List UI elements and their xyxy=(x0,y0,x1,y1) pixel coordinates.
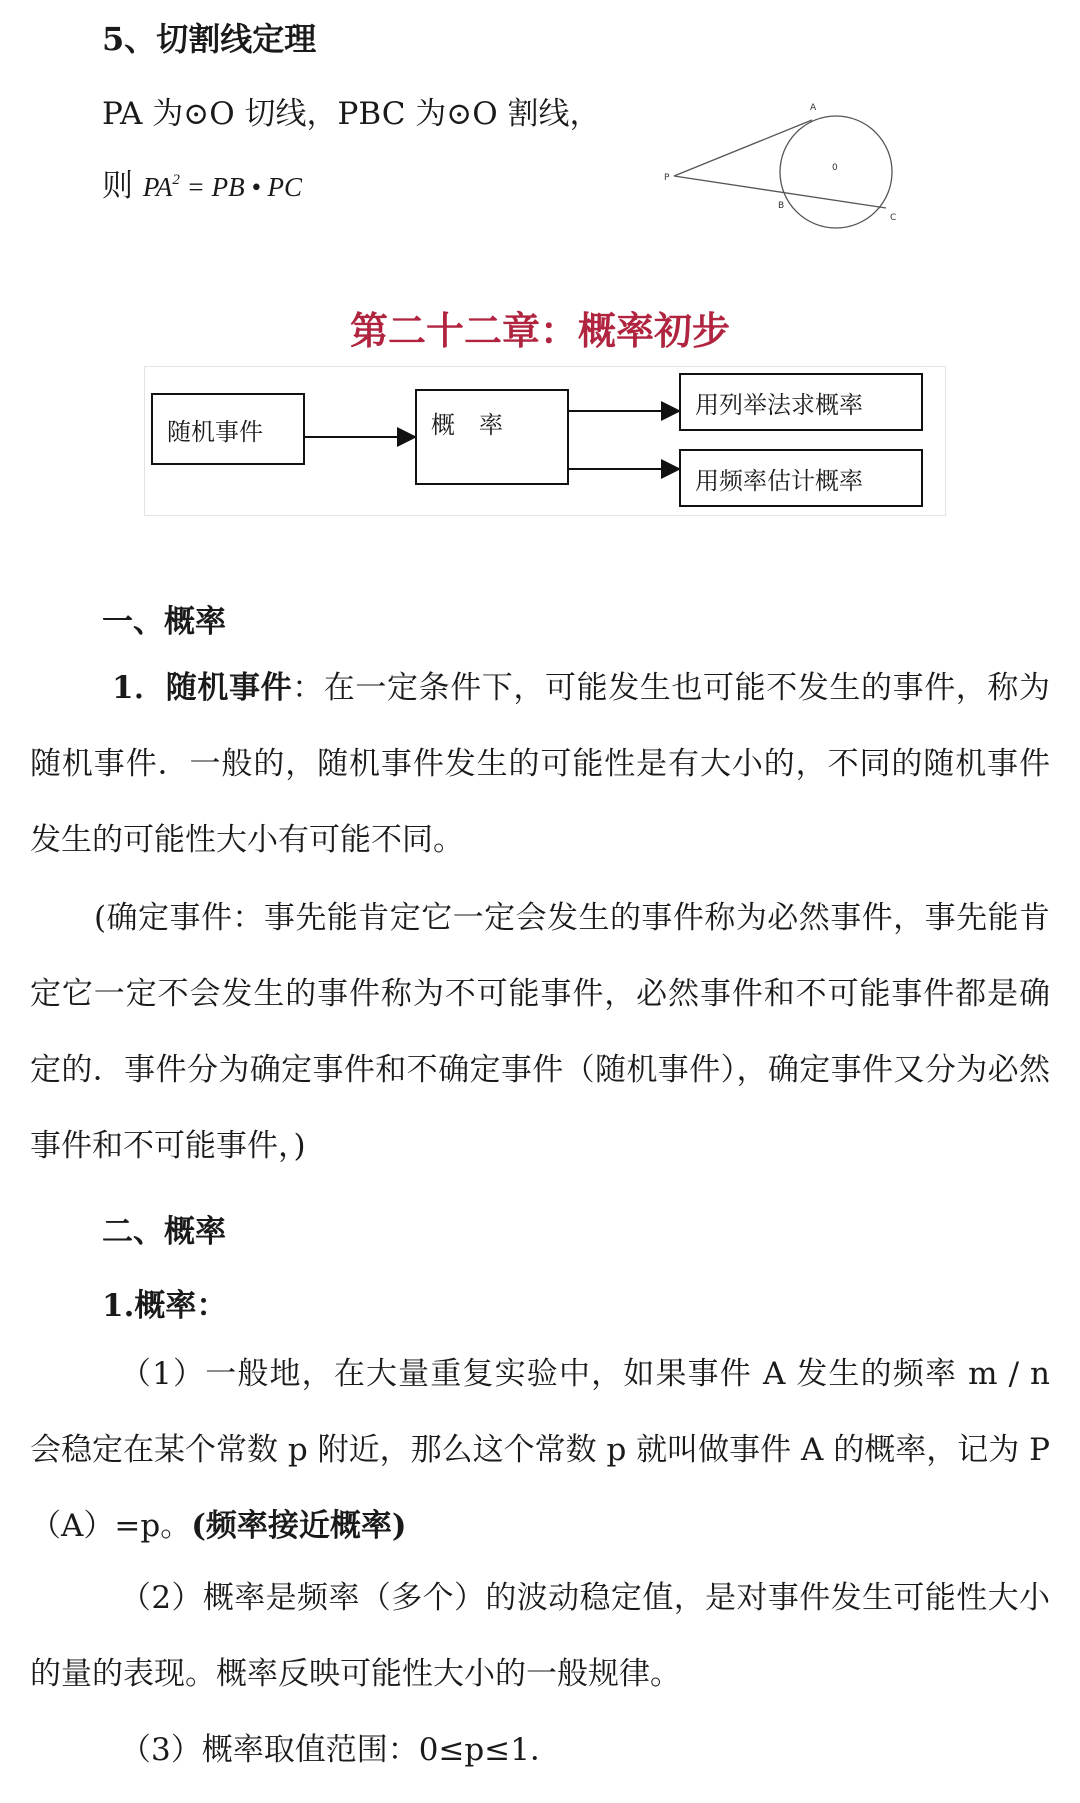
label-a: A xyxy=(810,103,817,113)
theorem-formula-line xyxy=(102,160,302,205)
formula-prefix: 则 xyxy=(102,168,133,204)
tangent-line-pa xyxy=(674,120,812,176)
flow-box-random-event: 随机事件 xyxy=(151,393,305,465)
p1-text: （1）一般地，在大量重复实验中，如果事件 A 发生的频率 m / n 会稳定在某个常数 p 附近，那么这个常数 p 就叫做事件 A 的概率，记为 P（A）=p。 xyxy=(30,1356,1050,1544)
label-o: 0 xyxy=(832,163,838,173)
label-c: C xyxy=(890,213,897,223)
section2-heading: 二、概率 xyxy=(102,1214,226,1250)
term-random-event: 1．随机事件 xyxy=(112,670,293,706)
flow-box-frequency: 用频率估计概率 xyxy=(679,449,923,507)
formula-left: PA xyxy=(142,172,173,202)
theorem-statement: PA 为⊙O 切线，PBC 为⊙O 割线， xyxy=(102,96,601,132)
random-event-definition: 在一定条件下，可能发生也可能不发生的事件，称为随机事件．一般的，随机事件发生的可能性是有大小的，不同的随机事件发生的可能性大小有可能不同。 xyxy=(30,670,1051,858)
formula-right: = PB • PC xyxy=(179,172,303,202)
tangent-secant-figure xyxy=(664,96,924,246)
label-p: P xyxy=(664,173,670,183)
section2-p1 xyxy=(30,1336,1050,1564)
label-b: B xyxy=(778,201,785,211)
theorem-heading: 5、切割线定理 xyxy=(102,20,317,58)
section1-item1 xyxy=(30,650,1050,878)
formula-exponent: 2 xyxy=(172,172,180,188)
flow-box-probability: 概 率 xyxy=(415,389,569,485)
section2-p2: （2）概率是频率（多个）的波动稳定值，是对事件发生可能性大小的量的表现。概率反映可能性大小的一般规律。 xyxy=(30,1580,1050,1692)
flow-box-enumeration: 用列举法求概率 xyxy=(679,373,923,431)
formula xyxy=(143,172,302,202)
term-colon: ： xyxy=(292,670,324,706)
chapter-title: 第二十二章：概率初步 xyxy=(349,309,730,353)
section1-note: (确定事件：事先能肯定它一定会发生的事件称为必然事件，事先能肯定它一定不会发生的事件称为不可能事件，必然事件和不可能事件都是确定的．事件分为确定事件和不确定事件（随机事件），确定事件又分为必然事件和不可能事件，) xyxy=(30,900,1050,1164)
section2-p3: （3）概率取值范围：0≤p≤1． xyxy=(120,1732,561,1768)
section1-heading: 一、概率 xyxy=(102,604,226,640)
p1-bold-note: (频率接近概率) xyxy=(191,1508,407,1544)
section2-subheading: 1.概率： xyxy=(102,1288,228,1324)
probability-flowchart xyxy=(144,366,946,516)
